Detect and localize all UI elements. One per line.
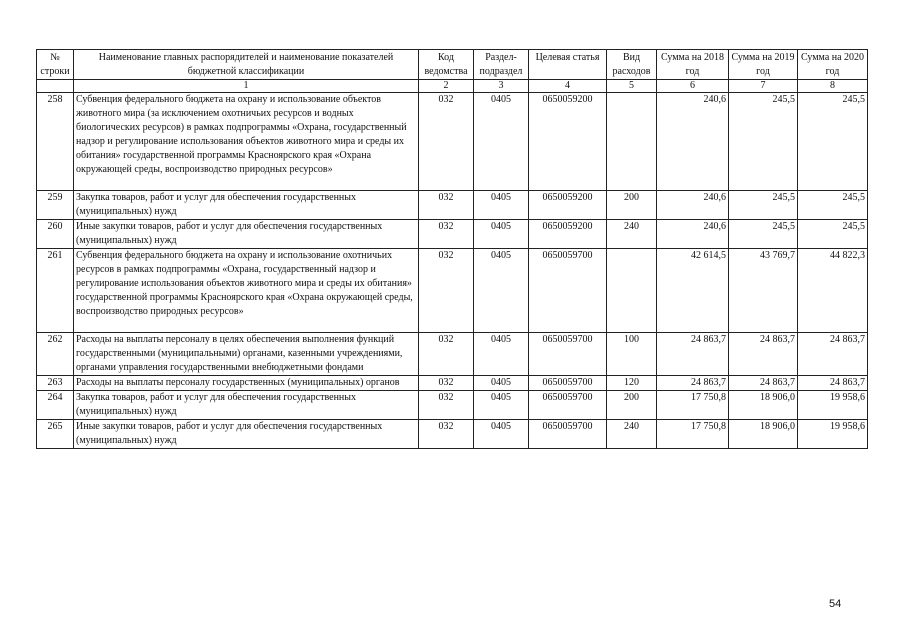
column-number: 8 — [798, 80, 868, 93]
row-sum-2020: 24 863,7 — [798, 333, 868, 376]
row-expense-type: 100 — [607, 333, 657, 376]
table-row — [37, 220, 868, 249]
row-sum-2020: 245,5 — [798, 220, 868, 249]
row-section: 0405 — [474, 249, 529, 333]
header-row — [37, 50, 868, 80]
column-number: 3 — [474, 80, 529, 93]
header-dept-code: Код ведомства — [419, 50, 474, 80]
row-dept-code: 032 — [419, 93, 474, 191]
column-number: 1 — [74, 80, 419, 93]
row-expense-type: 120 — [607, 376, 657, 391]
row-sum-2019: 245,5 — [729, 220, 798, 249]
row-sum-2018: 24 863,7 — [657, 333, 729, 376]
row-number: 261 — [37, 249, 74, 333]
row-target: 0650059700 — [529, 420, 607, 449]
row-number: 259 — [37, 191, 74, 220]
row-name: Субвенция федерального бюджета на охрану и использование объектов животного мира (за исключением охотничьих ресурсов и водных биологических ресурсов) в рамках подпрограммы «Охрана, государственный надзор и регулирование использования объектов животного мира и среды их обитания» государственной программы Красноярского края «Охрана окружающей среды, воспроизводство природных ресурсов» — [74, 93, 419, 191]
row-sum-2020: 245,5 — [798, 93, 868, 191]
row-target: 0650059700 — [529, 376, 607, 391]
column-number: 2 — [419, 80, 474, 93]
row-name: Субвенция федерального бюджета на охрану и использование охотничьих ресурсов в рамках подпрограммы «Охрана, государственный надзор и регулирование использования объектов животного мира и среды их обитания» государственной программы Красноярского края «Охрана окружающей среды, воспроизводство природных ресурсов» — [74, 249, 419, 333]
column-number — [37, 80, 74, 93]
row-sum-2019: 18 906,0 — [729, 391, 798, 420]
row-expense-type: 200 — [607, 191, 657, 220]
table-row — [37, 191, 868, 220]
row-number: 265 — [37, 420, 74, 449]
column-number: 5 — [607, 80, 657, 93]
row-expense-type: 240 — [607, 420, 657, 449]
row-sum-2019: 18 906,0 — [729, 420, 798, 449]
row-sum-2019: 245,5 — [729, 191, 798, 220]
header-row-no: № строки — [37, 50, 74, 80]
table-row — [37, 249, 868, 333]
budget-table — [36, 49, 868, 449]
column-number: 7 — [729, 80, 798, 93]
row-section: 0405 — [474, 220, 529, 249]
row-number: 262 — [37, 333, 74, 376]
table-row — [37, 376, 868, 391]
row-dept-code: 032 — [419, 420, 474, 449]
row-sum-2018: 42 614,5 — [657, 249, 729, 333]
header-name: Наименование главных распорядителей и наименование показателей бюджетной классификации — [74, 50, 419, 80]
row-number: 258 — [37, 93, 74, 191]
row-section: 0405 — [474, 333, 529, 376]
row-name: Иные закупки товаров, работ и услуг для обеспечения государственных (муниципальных) нужд — [74, 420, 419, 449]
row-dept-code: 032 — [419, 376, 474, 391]
row-expense-type — [607, 249, 657, 333]
column-number-row — [37, 80, 868, 93]
row-section: 0405 — [474, 191, 529, 220]
header-sum-2020: Сумма на 2020 год — [798, 50, 868, 80]
row-sum-2018: 240,6 — [657, 93, 729, 191]
row-name: Расходы на выплаты персоналу государственных (муниципальных) органов — [74, 376, 419, 391]
row-sum-2020: 245,5 — [798, 191, 868, 220]
row-sum-2018: 24 863,7 — [657, 376, 729, 391]
header-section: Раздел-подраздел — [474, 50, 529, 80]
row-sum-2019: 43 769,7 — [729, 249, 798, 333]
row-dept-code: 032 — [419, 391, 474, 420]
table-row — [37, 420, 868, 449]
table-row — [37, 333, 868, 376]
row-dept-code: 032 — [419, 220, 474, 249]
row-expense-type: 200 — [607, 391, 657, 420]
row-sum-2020: 19 958,6 — [798, 420, 868, 449]
header-sum-2018: Сумма на 2018 год — [657, 50, 729, 80]
row-target: 0650059700 — [529, 333, 607, 376]
row-sum-2020: 44 822,3 — [798, 249, 868, 333]
row-expense-type: 240 — [607, 220, 657, 249]
table-row — [37, 391, 868, 420]
row-target: 0650059200 — [529, 220, 607, 249]
column-number: 6 — [657, 80, 729, 93]
row-sum-2019: 245,5 — [729, 93, 798, 191]
row-expense-type — [607, 93, 657, 191]
row-sum-2020: 19 958,6 — [798, 391, 868, 420]
header-sum-2019: Сумма на 2019 год — [729, 50, 798, 80]
row-target: 0650059200 — [529, 93, 607, 191]
row-sum-2018: 17 750,8 — [657, 391, 729, 420]
row-target: 0650059200 — [529, 191, 607, 220]
row-number: 260 — [37, 220, 74, 249]
row-sum-2020: 24 863,7 — [798, 376, 868, 391]
column-number: 4 — [529, 80, 607, 93]
header-target: Целевая статья — [529, 50, 607, 80]
row-sum-2019: 24 863,7 — [729, 333, 798, 376]
row-name: Закупка товаров, работ и услуг для обеспечения государственных (муниципальных) нужд — [74, 391, 419, 420]
row-name: Иные закупки товаров, работ и услуг для обеспечения государственных (муниципальных) нужд — [74, 220, 419, 249]
row-section: 0405 — [474, 93, 529, 191]
row-section: 0405 — [474, 376, 529, 391]
header-expense-type: Вид расходов — [607, 50, 657, 80]
row-target: 0650059700 — [529, 391, 607, 420]
row-section: 0405 — [474, 391, 529, 420]
table-row — [37, 93, 868, 191]
row-sum-2019: 24 863,7 — [729, 376, 798, 391]
row-dept-code: 032 — [419, 191, 474, 220]
row-name: Расходы на выплаты персоналу в целях обеспечения выполнения функций государственными (муниципальными) органами, казенными учреждениями, органами управления государственными внебюджетными фондами — [74, 333, 419, 376]
row-sum-2018: 17 750,8 — [657, 420, 729, 449]
row-sum-2018: 240,6 — [657, 220, 729, 249]
row-number: 263 — [37, 376, 74, 391]
row-name: Закупка товаров, работ и услуг для обеспечения государственных (муниципальных) нужд — [74, 191, 419, 220]
page-number: 54 — [829, 598, 842, 610]
row-sum-2018: 240,6 — [657, 191, 729, 220]
row-number: 264 — [37, 391, 74, 420]
row-target: 0650059700 — [529, 249, 607, 333]
row-dept-code: 032 — [419, 333, 474, 376]
row-dept-code: 032 — [419, 249, 474, 333]
row-section: 0405 — [474, 420, 529, 449]
